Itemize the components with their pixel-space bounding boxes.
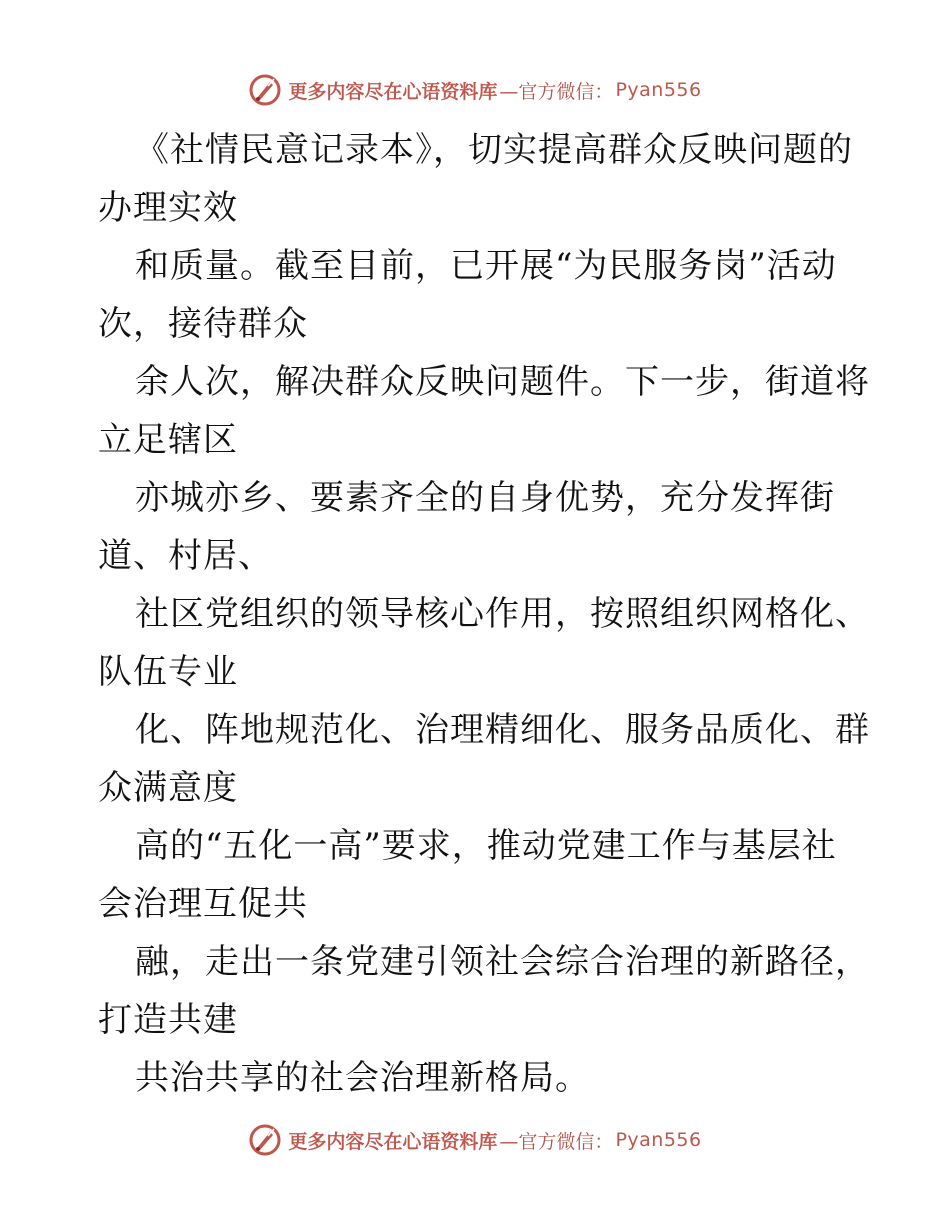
body-line: 融，走出一条党建引领社会综合治理的新路径， — [135, 942, 870, 982]
body-line: 《社情民意记录本》，切实提高群众反映问题的 — [135, 130, 853, 170]
body-line: 化、阵地规范化、治理精细化、服务品质化、群 — [135, 710, 870, 750]
footer-watermark — [0, 1120, 950, 1160]
header-watermark — [0, 70, 950, 110]
body-line: 高的“五化一高”要求，推动党建工作与基层社 — [135, 826, 837, 866]
watermark-separator: —官方微信： — [499, 80, 614, 103]
watermark-brand: 更多内容尽在心语资料库 — [288, 80, 498, 103]
body-line: 社区党组织的领导核心作用，按照组织网格化、 — [135, 594, 870, 634]
quill-pen-logo-icon — [248, 1123, 282, 1157]
watermark-brand: 更多内容尽在心语资料库 — [288, 1130, 498, 1153]
body-line: 众满意度 — [98, 768, 238, 808]
body-line: 亦城亦乡、要素齐全的自身优势，充分发挥街 — [135, 478, 835, 518]
document-body — [98, 121, 870, 1107]
watermark-wechat-id: Pyan556 — [615, 1129, 702, 1151]
watermark-separator: —官方微信： — [499, 1130, 614, 1153]
body-line: 余人次，解决群众反映问题件。下一步，街道将 — [135, 362, 870, 402]
body-line: 办理实效 — [98, 188, 238, 228]
body-line: 立足辖区 — [98, 420, 238, 460]
body-line: 打造共建 — [98, 1000, 238, 1040]
body-line: 共治共享的社会治理新格局。 — [135, 1058, 590, 1098]
body-line: 次，接待群众 — [98, 304, 308, 344]
body-line: 道、村居、 — [98, 536, 273, 576]
body-line: 队伍专业 — [98, 652, 238, 692]
quill-pen-logo-icon — [248, 73, 282, 107]
watermark-wechat-id: Pyan556 — [615, 79, 702, 101]
body-line: 和质量。截至目前，已开展“为民服务岗”活动 — [135, 246, 837, 286]
body-line: 会治理互促共 — [98, 884, 308, 924]
